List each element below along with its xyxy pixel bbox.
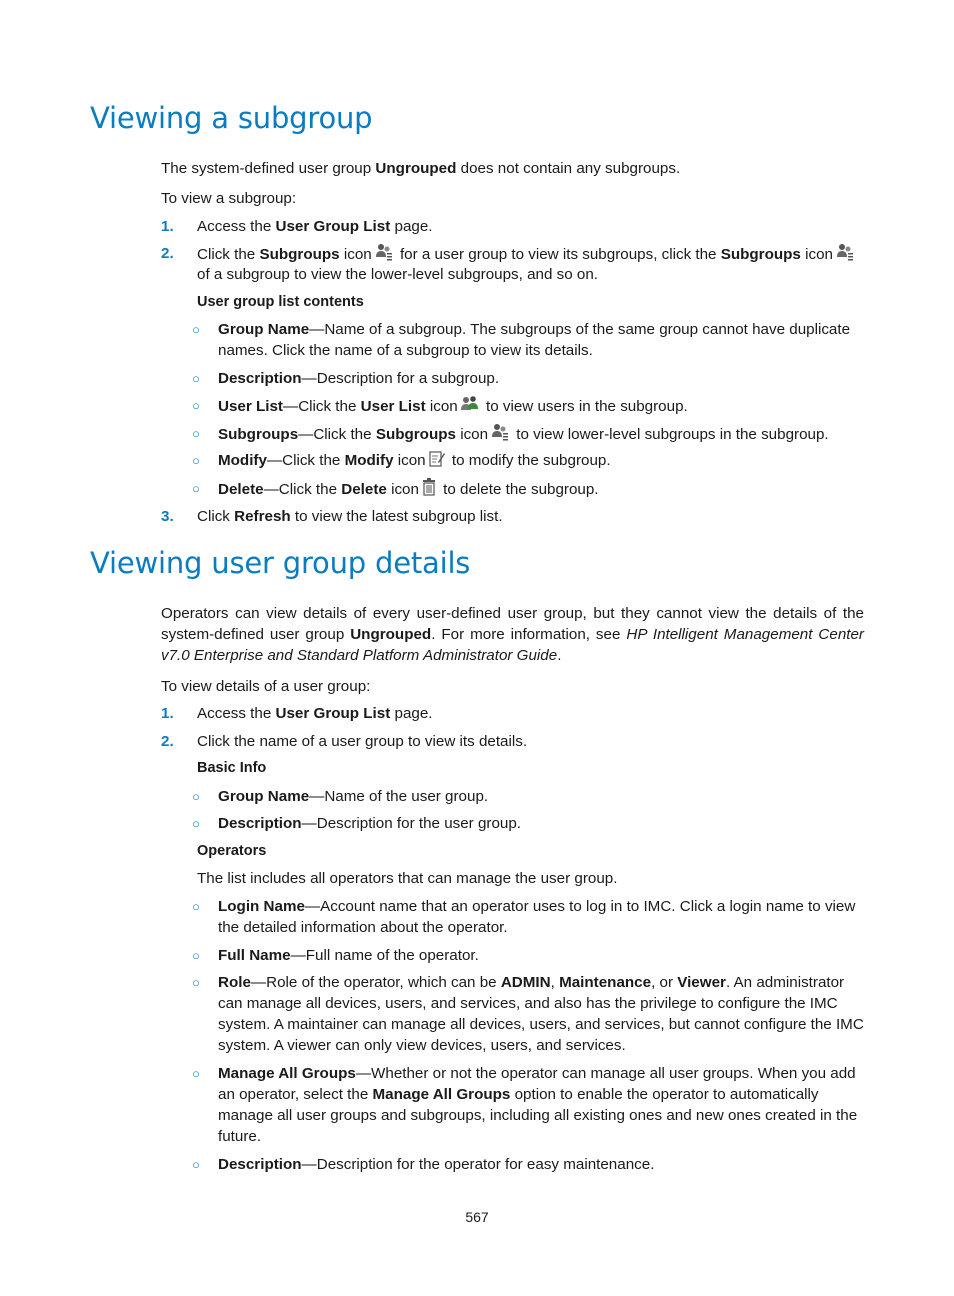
item-user-list: User List—Click the User List icon to view users in the subgroup.	[218, 395, 688, 419]
operators-text: The list includes all operators that can manage the user group.	[197, 870, 618, 887]
item-role: Role—Role of the operator, which can be ADMIN, Maintenance, or Viewer. An administrator can manage all devices, users, and services, and also has the privilege to configure the IMC system. A maintainer can manage all devices, users, and services, but cannot configure the IMC system. A viewer can only view devices, users, and services.	[218, 974, 864, 1054]
list-heading: User group list contents	[197, 294, 364, 310]
item-description: Description—Description for a subgroup.	[218, 370, 500, 387]
item-group-name: Group Name—Name of a subgroup. The subgroups of the same group cannot have duplicate names. Click the name of a subgroup to view its details.	[218, 321, 851, 359]
step-number: 3.	[161, 508, 174, 525]
step-2-text: Click the name of a user group to view its details.	[197, 733, 528, 750]
section-title-viewing-user-group-details: Viewing user group details	[90, 546, 471, 580]
to-view-details: To view details of a user group:	[161, 678, 371, 695]
bullet-icon: ○	[192, 322, 200, 337]
item-login-name: Login Name—Account name that an operator uses to log in to IMC. Click a login name to view the detailed information about the operator.	[218, 898, 856, 936]
page-number: 567	[465, 1209, 489, 1225]
delete-icon	[422, 478, 436, 502]
step-number: 2.	[161, 733, 174, 750]
step-number: 1.	[161, 218, 174, 235]
bullet-icon: ○	[192, 948, 200, 963]
bullet-icon: ○	[192, 426, 200, 441]
section-title-viewing-subgroup: Viewing a subgroup	[90, 101, 373, 135]
item-modify: Modify—Click the Modify icon to modify the subgroup.	[218, 450, 611, 473]
item-delete: Delete—Click the Delete icon to delete the subgroup.	[218, 478, 599, 502]
bullet-icon: ○	[192, 1157, 200, 1172]
bullet-icon: ○	[192, 816, 200, 831]
user-list-icon	[461, 395, 479, 419]
basic-info-heading: Basic Info	[197, 760, 267, 776]
intro-paragraph: The system-defined user group Ungrouped does not contain any subgroups.	[161, 160, 681, 177]
modify-icon	[429, 450, 445, 473]
to-view-subgroup: To view a subgroup:	[161, 190, 297, 207]
bullet-icon: ○	[192, 453, 200, 468]
bullet-icon: ○	[192, 371, 200, 386]
subgroups-icon	[836, 243, 854, 267]
bullet-icon: ○	[192, 975, 200, 990]
step-3-text: Click Refresh to view the latest subgroup list.	[197, 508, 503, 525]
bullet-icon: ○	[192, 481, 200, 496]
item-full-name: Full Name—Full name of the operator.	[218, 947, 479, 964]
item-manage-all-groups: Manage All Groups—Whether or not the operator can manage all user groups. When you add an operator, select the Manage All Groups option to enable the operator to automatically manage all user groups and subgroups, including all existing ones and new ones created in the future.	[218, 1065, 858, 1145]
bullet-icon: ○	[192, 398, 200, 413]
item-description: Description—Description for the operator for easy maintenance.	[218, 1156, 655, 1173]
step-1-text: Access the User Group List page.	[197, 705, 433, 722]
operators-heading: Operators	[197, 843, 267, 859]
step-number: 2.	[161, 245, 174, 262]
item-description: Description—Description for the user group.	[218, 815, 522, 832]
step-2-text: Click the Subgroups icon for a user group to view its subgroups, click the Subgroups icon	[197, 243, 857, 267]
bullet-icon: ○	[192, 1066, 200, 1081]
item-subgroups: Subgroups—Click the Subgroups icon to view lower-level subgroups in the subgroup.	[218, 423, 829, 447]
step-1-text: Access the User Group List page.	[197, 218, 433, 235]
step-number: 1.	[161, 705, 174, 722]
item-group-name: Group Name—Name of the user group.	[218, 788, 489, 805]
step-2-text-cont: of a subgroup to view the lower-level subgroups, and so on.	[197, 266, 599, 283]
bullet-icon: ○	[192, 899, 200, 914]
subgroups-icon	[491, 423, 509, 447]
intro-paragraph: Operators can view details of every user-defined user group, but they cannot view the details of the system-defined user group Ungrouped. For more information, see HP Intelligent Management Center v7.0 Enterprise and Standard Platform Administrator Guide.	[161, 605, 864, 664]
bullet-icon: ○	[192, 789, 200, 804]
